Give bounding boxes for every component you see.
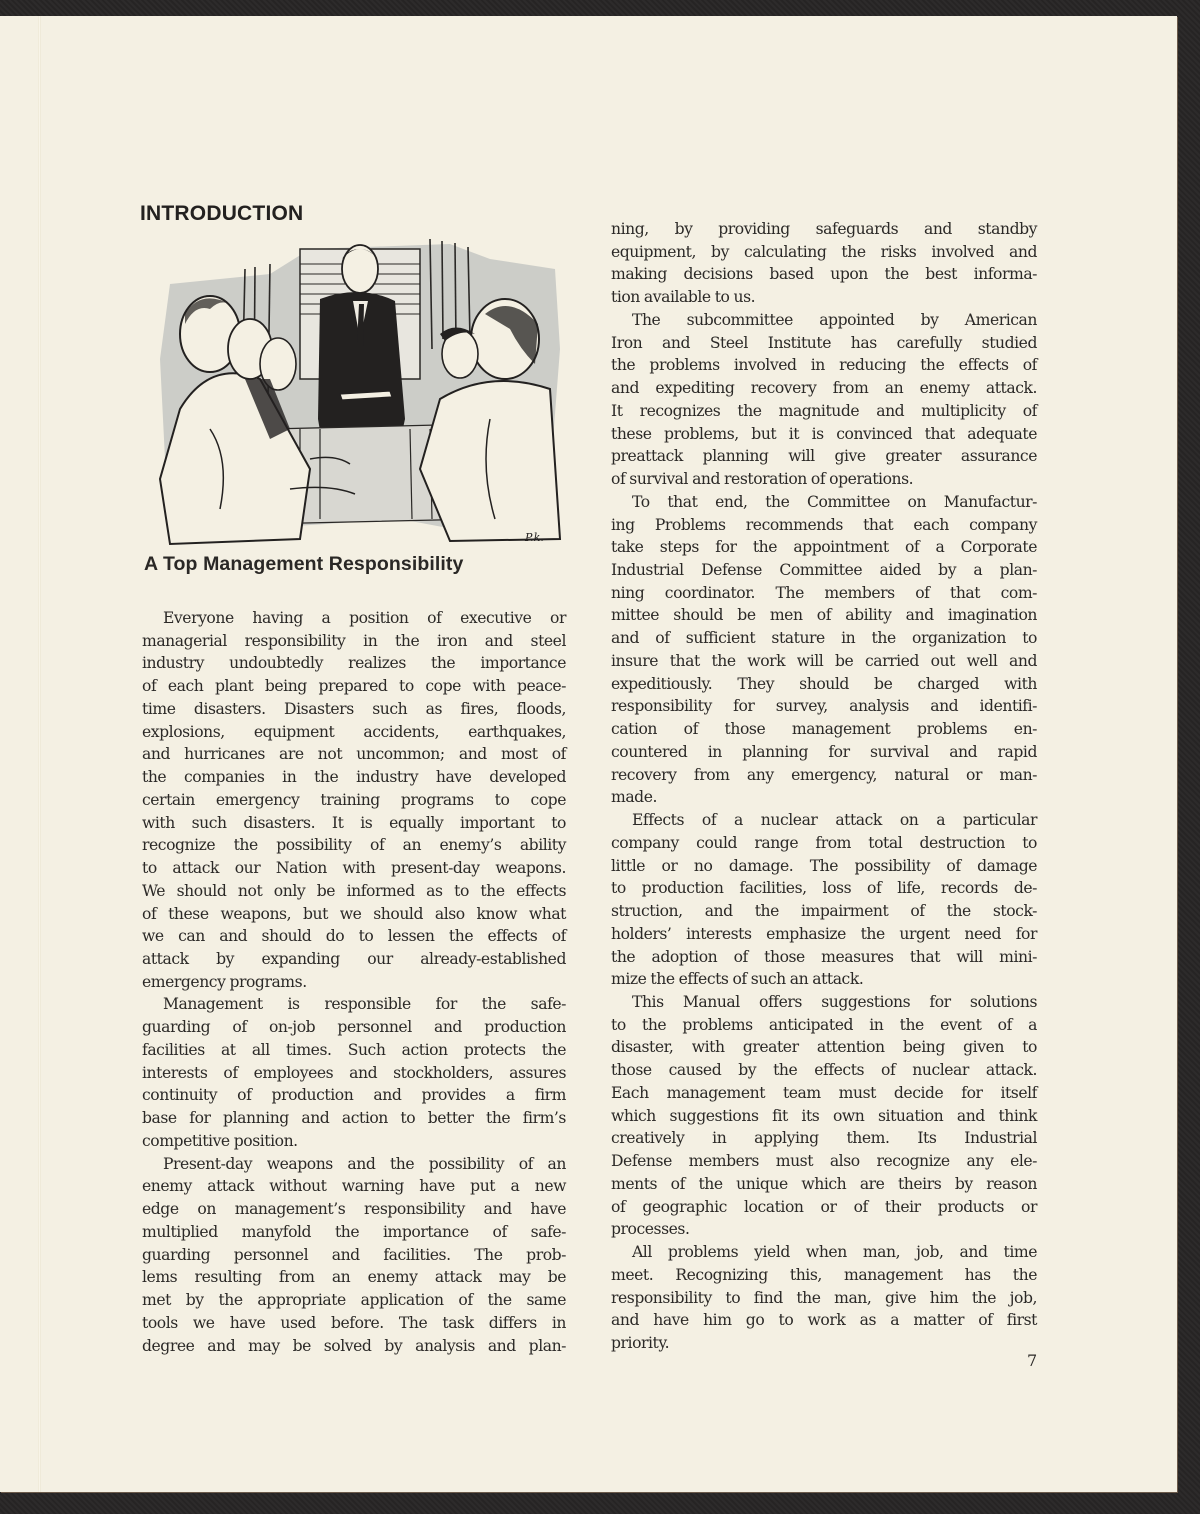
text-line: and expediting recovery from an enemy attack. [611,379,1037,398]
text-line: To that end, the Committee on Manufactur- [632,492,1037,511]
text-line: take steps for the appointment of a Corporate [611,538,1037,557]
text-line: company could range from total destruction to [611,833,1037,852]
text-line: ments of the unique which are theirs by reason [611,1174,1037,1193]
text-line: The subcommittee appointed by American [632,310,1037,329]
text-line: insure that the work will be carried out well and [611,651,1037,670]
text-line: we can and should do to lessen the effects of [142,927,566,946]
text-line: competitive position. [142,1131,298,1150]
text-line: It recognizes the magnitude and multiplicity of [611,401,1037,420]
text-line: enemy attack without warning have put a new [142,1177,566,1196]
text-line: Industrial Defense Committee aided by a plan- [611,561,1037,580]
text-line: expeditiously. They should be charged with [611,674,1037,693]
text-line: multiplied manyfold the importance of safe- [142,1222,566,1241]
text-line: guarding personnel and facilities. The prob- [142,1245,566,1264]
text-line: making decisions based upon the best informa- [611,265,1037,284]
text-line: of survival and restoration of operations. [611,470,914,489]
text-line: equipment, by calculating the risks involved and [611,242,1037,261]
text-line: which suggestions fit its own situation and think [611,1106,1037,1125]
text-line: meet. Recognizing this, management has the [611,1265,1037,1284]
text-line: preattack planning will give greater assurance [611,447,1037,466]
text-line: the companies in the industry have developed [142,768,566,787]
text-line: continuity of production and provides a firm [142,1086,566,1105]
text-line: facilities at all times. Such action protects the [142,1040,566,1059]
text-line: priority. [611,1333,670,1352]
text-line: with such disasters. It is equally important to [142,813,566,832]
section-title: INTRODUCTION [140,202,304,225]
text-line: of geographic location or of their products or [611,1197,1037,1216]
text-line: emergency programs. [142,972,307,991]
text-line: responsibility to find the man, give him the job, [611,1288,1037,1307]
text-line: to the problems anticipated in the event of a [611,1015,1037,1034]
text-line: met by the appropriate application of the same [142,1291,566,1310]
right-text-column [611,218,1037,1355]
text-line: mize the effects of such an attack. [611,970,864,989]
text-line: little or no damage. The possibility of damage [611,856,1037,875]
text-line: industry undoubtedly realizes the importance [142,654,566,673]
text-line: holders’ interests emphasize the urgent need for [611,924,1037,943]
text-line: edge on management’s responsibility and have [142,1200,566,1219]
text-line: creatively in applying them. Its Industrial [611,1129,1037,1148]
page-number: 7 [1027,1351,1038,1370]
spine-fold [38,16,41,1492]
text-line: responsibility for survey, analysis and identifi- [611,697,1037,716]
text-line: tion available to us. [611,288,756,307]
text-line: We should not only be informed as to the effects [142,881,566,900]
text-line: to production facilities, loss of life, records de- [611,879,1037,898]
text-line: countered in planning for survival and rapid [611,742,1037,761]
text-line: these problems, but it is convinced that adequate [611,424,1037,443]
text-line: of each plant being prepared to cope with peace- [142,677,566,696]
text-line: cation of those management problems en- [611,720,1037,739]
text-line: made. [611,788,658,807]
text-line: time disasters. Disasters such as fires, floods, [142,699,566,718]
text-line: of these weapons, but we should also know what [142,904,566,923]
text-line: and hurricanes are not uncommon; and most of [142,745,566,764]
text-line: attack by expanding our already-established [142,950,566,969]
text-line: the adoption of those measures that will mini- [611,947,1037,966]
text-line: Effects of a nuclear attack on a particular [632,811,1037,830]
text-line: and of sufficient stature in the organization to [611,629,1037,648]
text-line: struction, and the impairment of the stock- [611,902,1037,921]
text-line: recovery from any emergency, natural or man- [611,765,1037,784]
document-page [0,16,1177,1492]
text-line: managerial responsibility in the iron and steel [142,631,566,650]
text-line: Each management team must decide for itself [611,1083,1037,1102]
text-line: Iron and Steel Institute has carefully studied [611,333,1037,352]
text-line: tools we have used before. The task differs in [142,1313,566,1332]
text-line: to attack our Nation with present-day weapons. [142,859,566,878]
text-line: This Manual offers suggestions for solutions [632,992,1037,1011]
subsection-title: A Top Management Responsibility [144,553,464,575]
text-line: disaster, with greater attention being given to [611,1038,1037,1057]
text-line: processes. [611,1220,690,1239]
text-line: base for planning and action to better the firm’s [142,1109,566,1128]
text-line: recognize the possibility of an enemy’s ability [142,836,566,855]
text-line: explosions, equipment accidents, earthquakes, [142,722,566,741]
text-line: All problems yield when man, job, and time [632,1243,1037,1262]
text-line: guarding of on-job personnel and production [142,1018,566,1037]
text-line: ing Problems recommends that each company [611,515,1037,534]
text-line: degree and may be solved by analysis and plan- [142,1336,566,1355]
meeting-illustration-icon [150,229,570,551]
text-line: the problems involved in reducing the effects of [611,356,1037,375]
text-line: those caused by the effects of nuclear attack. [611,1061,1037,1080]
text-line: interests of employees and stockholders, assures [142,1063,566,1082]
illustration-signature: P.k. [525,531,544,544]
left-text-column [142,607,566,1357]
text-line: mittee should be men of ability and imagination [611,606,1037,625]
text-line: certain emergency training programs to cope [142,790,566,809]
text-line: Present-day weapons and the possibility of an [163,1154,566,1173]
text-line: Defense members must also recognize any ele- [611,1152,1037,1171]
text-line: ning, by providing safeguards and standby [611,220,1037,238]
text-line: lems resulting from an enemy attack may be [142,1268,566,1287]
text-line: Everyone having a position of executive or [163,609,566,627]
text-line: and have him go to work as a matter of first [611,1311,1037,1330]
text-line: Management is responsible for the safe- [163,995,566,1014]
text-line: ning coordinator. The members of that com- [611,583,1037,602]
